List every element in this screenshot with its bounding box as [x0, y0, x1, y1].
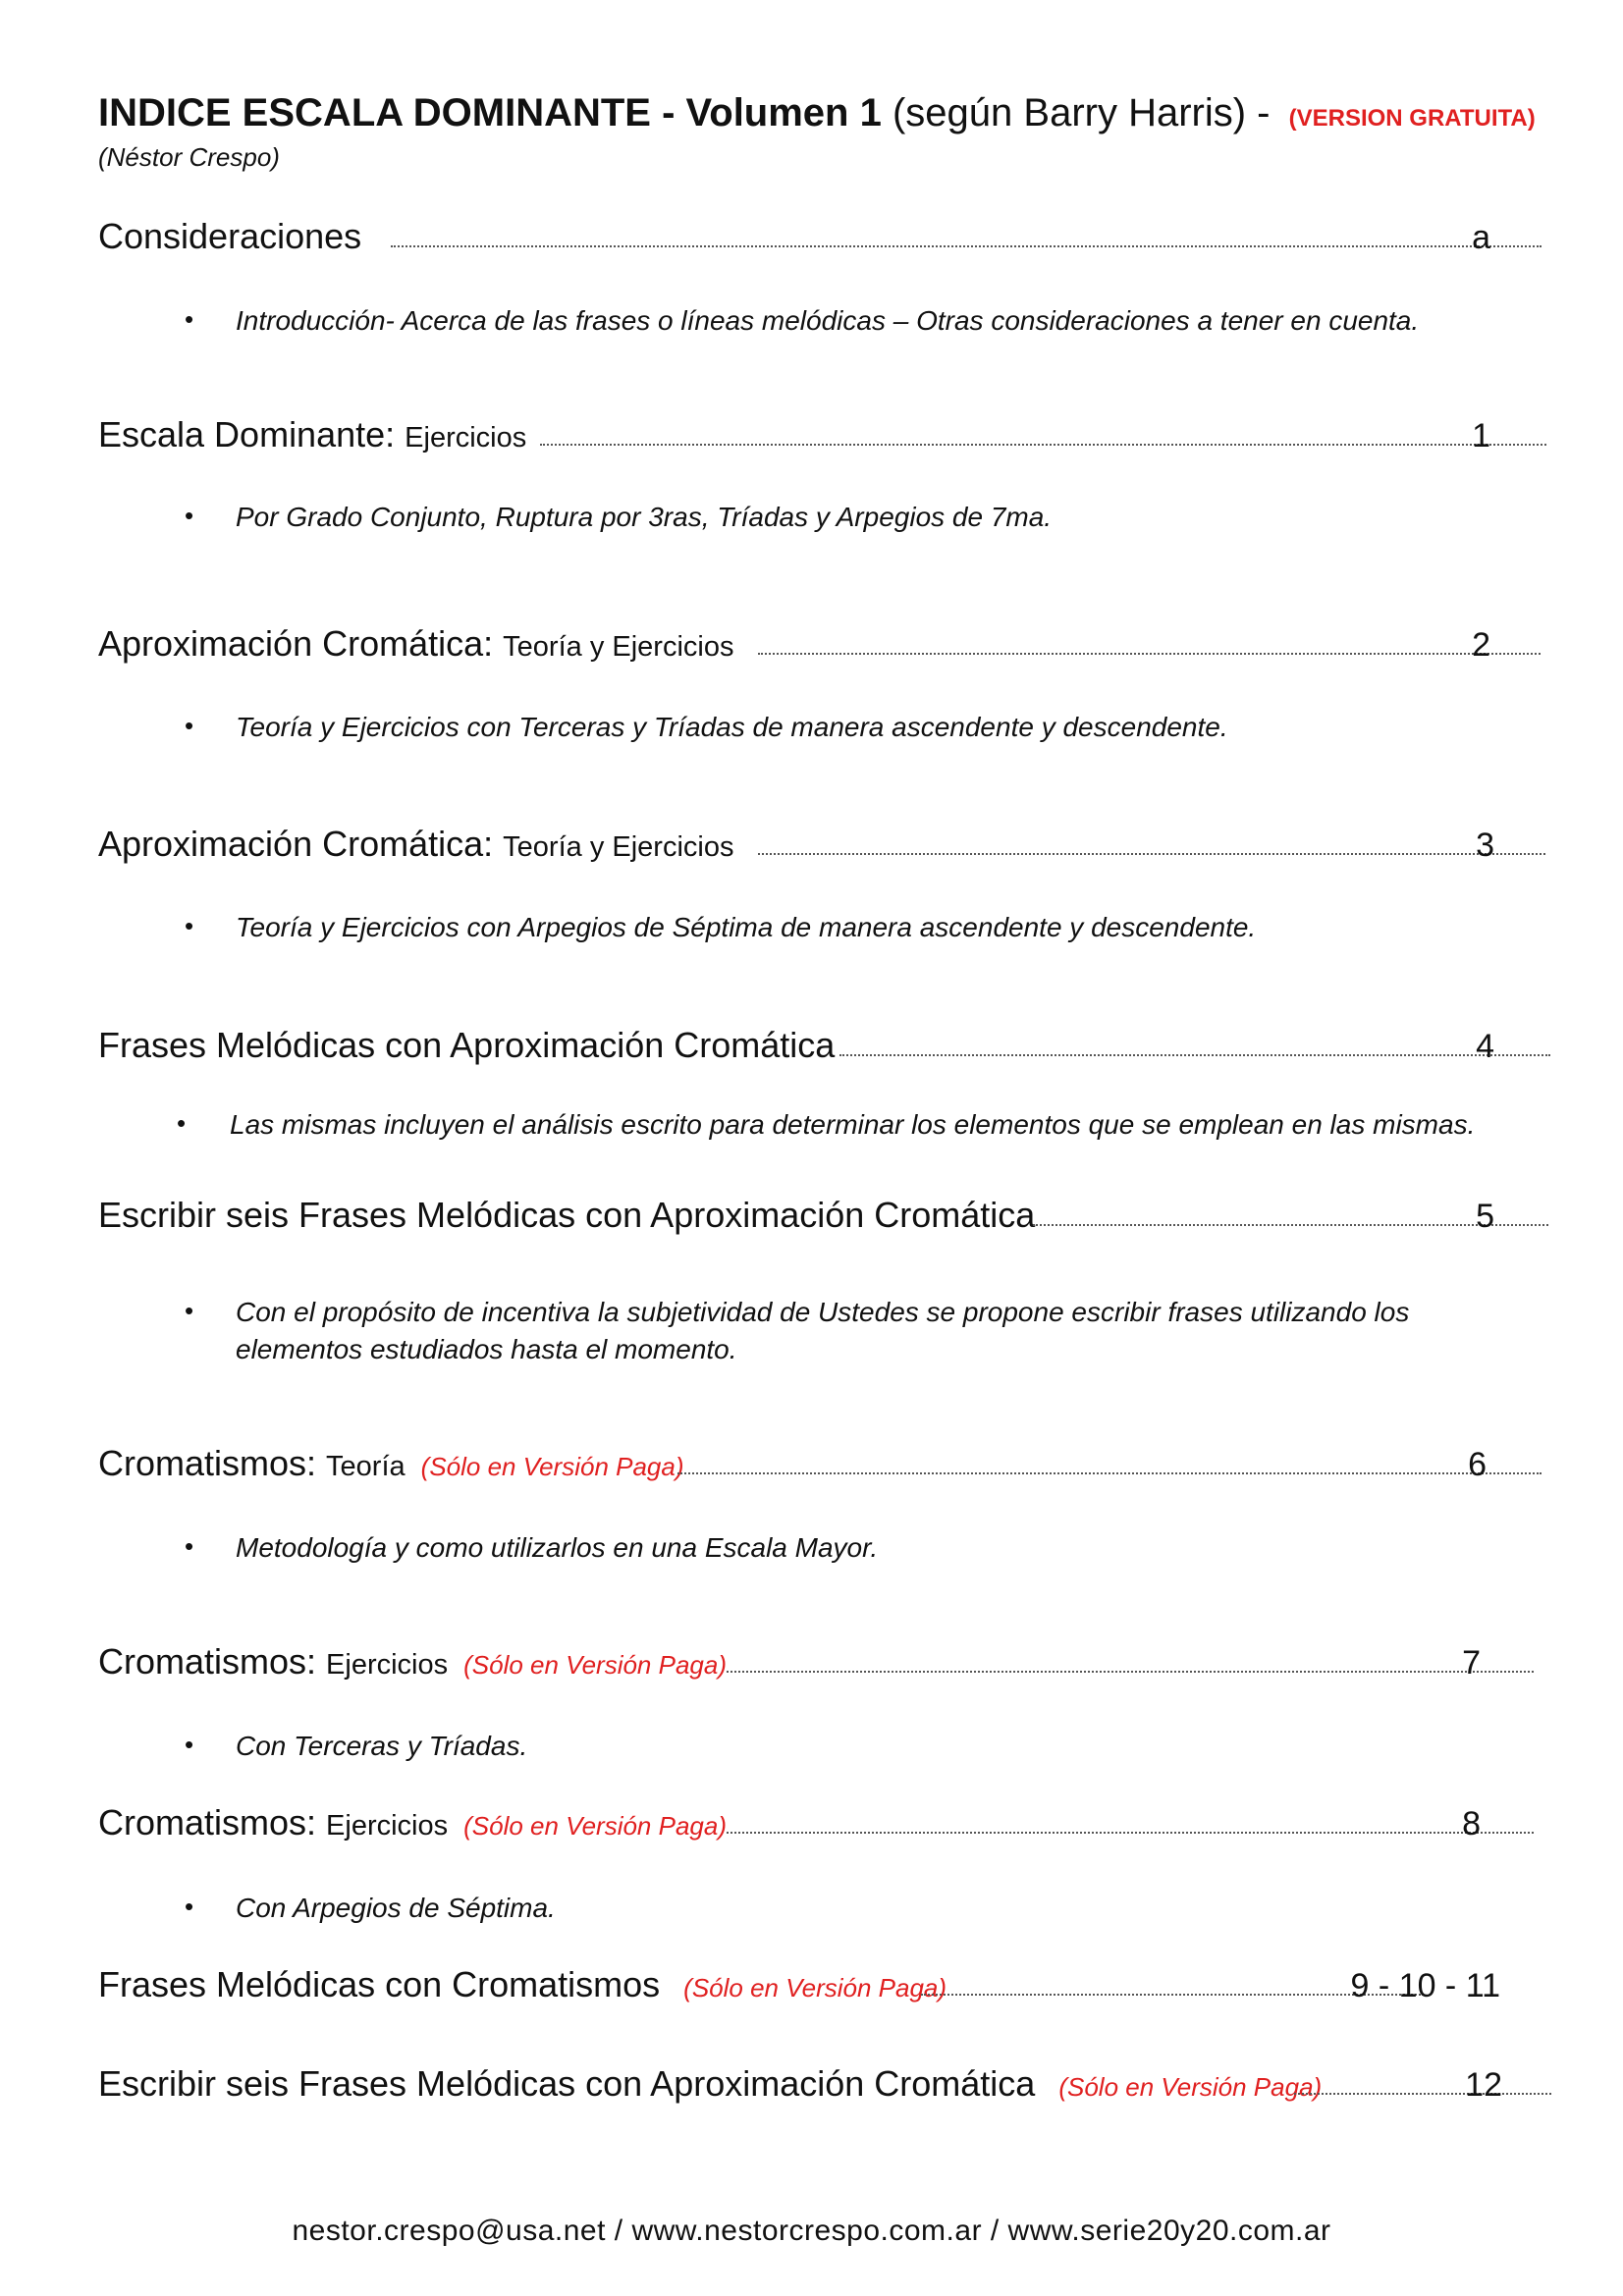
toc-entry-page: 5 [1476, 1198, 1494, 1235]
title-subtitle: (según Barry Harris) - [892, 91, 1271, 134]
toc-entry-title: Frases Melódicas con Cromatismos (Sólo en Versión Paga) [98, 1964, 947, 2004]
title-volume: Volumen 1 [685, 91, 882, 134]
toc-bullet-text: Con Arpegios de Séptima. [236, 1893, 556, 1923]
toc-entry-page: 9 - 10 - 11 [1350, 1967, 1500, 2004]
bullet-icon: • [177, 1108, 187, 1138]
toc-entry-cromatismos-ejercicios-2 [98, 1800, 1512, 1849]
toc-entry-escribir-frases-paga [98, 2061, 1512, 2110]
toc-entry-title: Aproximación Cromática: Teoría y Ejercicios [98, 824, 734, 864]
toc-entry-cromatismos-teoria [98, 1441, 1512, 1490]
title-separator: - [662, 91, 676, 134]
toc-entry-page: 12 [1465, 2066, 1502, 2104]
bullet-icon: • [185, 1531, 194, 1561]
author: (Néstor Crespo) [98, 142, 280, 172]
title-version-badge: (VERSION GRATUITA) [1288, 105, 1536, 132]
footer-contact: nestor.crespo@usa.net / www.nestorcrespo.com.ar / www.serie20y20.com.ar [292, 2215, 1331, 2247]
toc-entry-page: 1 [1472, 417, 1490, 454]
paid-only-note: (Sólo en Versión Paga) [463, 1811, 727, 1841]
toc-entry-aproximacion-2 [98, 822, 1512, 871]
bullet-icon: • [185, 911, 194, 940]
toc-entry-title: Cromatismos: Teoría (Sólo en Versión Paga) [98, 1443, 684, 1483]
bullet-icon: • [185, 501, 194, 530]
toc-bullet-text: Con el propósito de incentiva la subjetividad de Ustedes se propone escribir frases utilizando los elementos estudiados hasta el momento. [236, 1297, 1410, 1364]
paid-only-note: (Sólo en Versión Paga) [683, 1973, 947, 2002]
toc-entry-title: Escribir seis Frases Melódicas con Aproximación Cromática (Sólo en Versión Paga) [98, 2063, 1323, 2104]
bullet-icon: • [185, 1296, 194, 1325]
dot-leader [727, 1832, 1534, 1834]
toc-entry-title: Consideraciones [98, 216, 362, 256]
toc-entry-title: Cromatismos: Ejercicios (Sólo en Versión Paga) [98, 1641, 727, 1682]
toc-bullet-text: Con Terceras y Tríadas. [236, 1731, 528, 1761]
document-title [98, 90, 1536, 141]
dot-leader [921, 1994, 1424, 1996]
toc-bullet-text: Teoría y Ejercicios con Terceras y Tríadas de manera ascendente y descendente. [236, 712, 1228, 742]
paid-only-note: (Sólo en Versión Paga) [420, 1452, 684, 1481]
toc-entry-frases-aproximacion [98, 1023, 1512, 1072]
dot-leader [839, 1054, 1550, 1056]
bullet-icon: • [185, 1730, 194, 1759]
dot-leader [1033, 1224, 1548, 1226]
dot-leader [727, 1671, 1534, 1673]
toc-entry-page: 2 [1472, 626, 1490, 664]
toc-bullet-text: Las mismas incluyen el análisis escrito para determinar los elementos que se emplean en las mismas. [230, 1109, 1476, 1140]
toc-bullet-text: Teoría y Ejercicios con Arpegios de Séptima de manera ascendente y descendente. [236, 912, 1257, 942]
toc-entry-frases-cromatismos [98, 1962, 1512, 2011]
paid-only-note: (Sólo en Versión Paga) [1058, 2072, 1323, 2102]
dot-leader [391, 245, 1542, 247]
toc-entry-page: 6 [1468, 1446, 1487, 1483]
dot-leader [758, 653, 1541, 655]
toc-entry-page: 7 [1462, 1644, 1481, 1682]
bullet-icon: • [185, 1892, 194, 1921]
toc-entry-title: Frases Melódicas con Aproximación Cromática [98, 1025, 836, 1065]
dot-leader [540, 444, 1546, 446]
bullet-icon: • [185, 304, 194, 334]
toc-entry-consideraciones [98, 214, 1512, 263]
toc-entry-page: 3 [1476, 827, 1494, 864]
toc-entry-title: Escala Dominante: Ejercicios [98, 414, 527, 454]
toc-bullet-text: Introducción- Acerca de las frases o líneas melódicas – Otras consideraciones a tener en cuenta. [236, 305, 1420, 336]
toc-entry-title: Escribir seis Frases Melódicas con Aproximación Cromática [98, 1195, 1036, 1235]
toc-entry-page: 4 [1476, 1028, 1494, 1065]
toc-bullet-text: Por Grado Conjunto, Ruptura por 3ras, Tríadas y Arpegios de 7ma. [236, 502, 1053, 532]
toc-entry-title: Aproximación Cromática: Teoría y Ejercicios [98, 623, 734, 664]
dot-leader [758, 853, 1545, 855]
paid-only-note: (Sólo en Versión Paga) [463, 1650, 727, 1680]
toc-bullet-text: Metodología y como utilizarlos en una Escala Mayor. [236, 1532, 879, 1563]
dot-leader [677, 1472, 1542, 1474]
dot-leader [1294, 2093, 1551, 2095]
toc-entry-escala-dominante [98, 412, 1512, 461]
toc-entry-title: Cromatismos: Ejercicios (Sólo en Versión Paga) [98, 1802, 727, 1842]
toc-entry-page: a [1472, 219, 1490, 256]
bullet-icon: • [185, 711, 194, 740]
title-main: INDICE ESCALA DOMINANTE [98, 91, 651, 134]
toc-entry-escribir-frases [98, 1193, 1512, 1242]
toc-entry-aproximacion-1 [98, 621, 1512, 670]
toc-entry-page: 8 [1462, 1805, 1481, 1842]
toc-entry-cromatismos-ejercicios-1 [98, 1639, 1512, 1688]
